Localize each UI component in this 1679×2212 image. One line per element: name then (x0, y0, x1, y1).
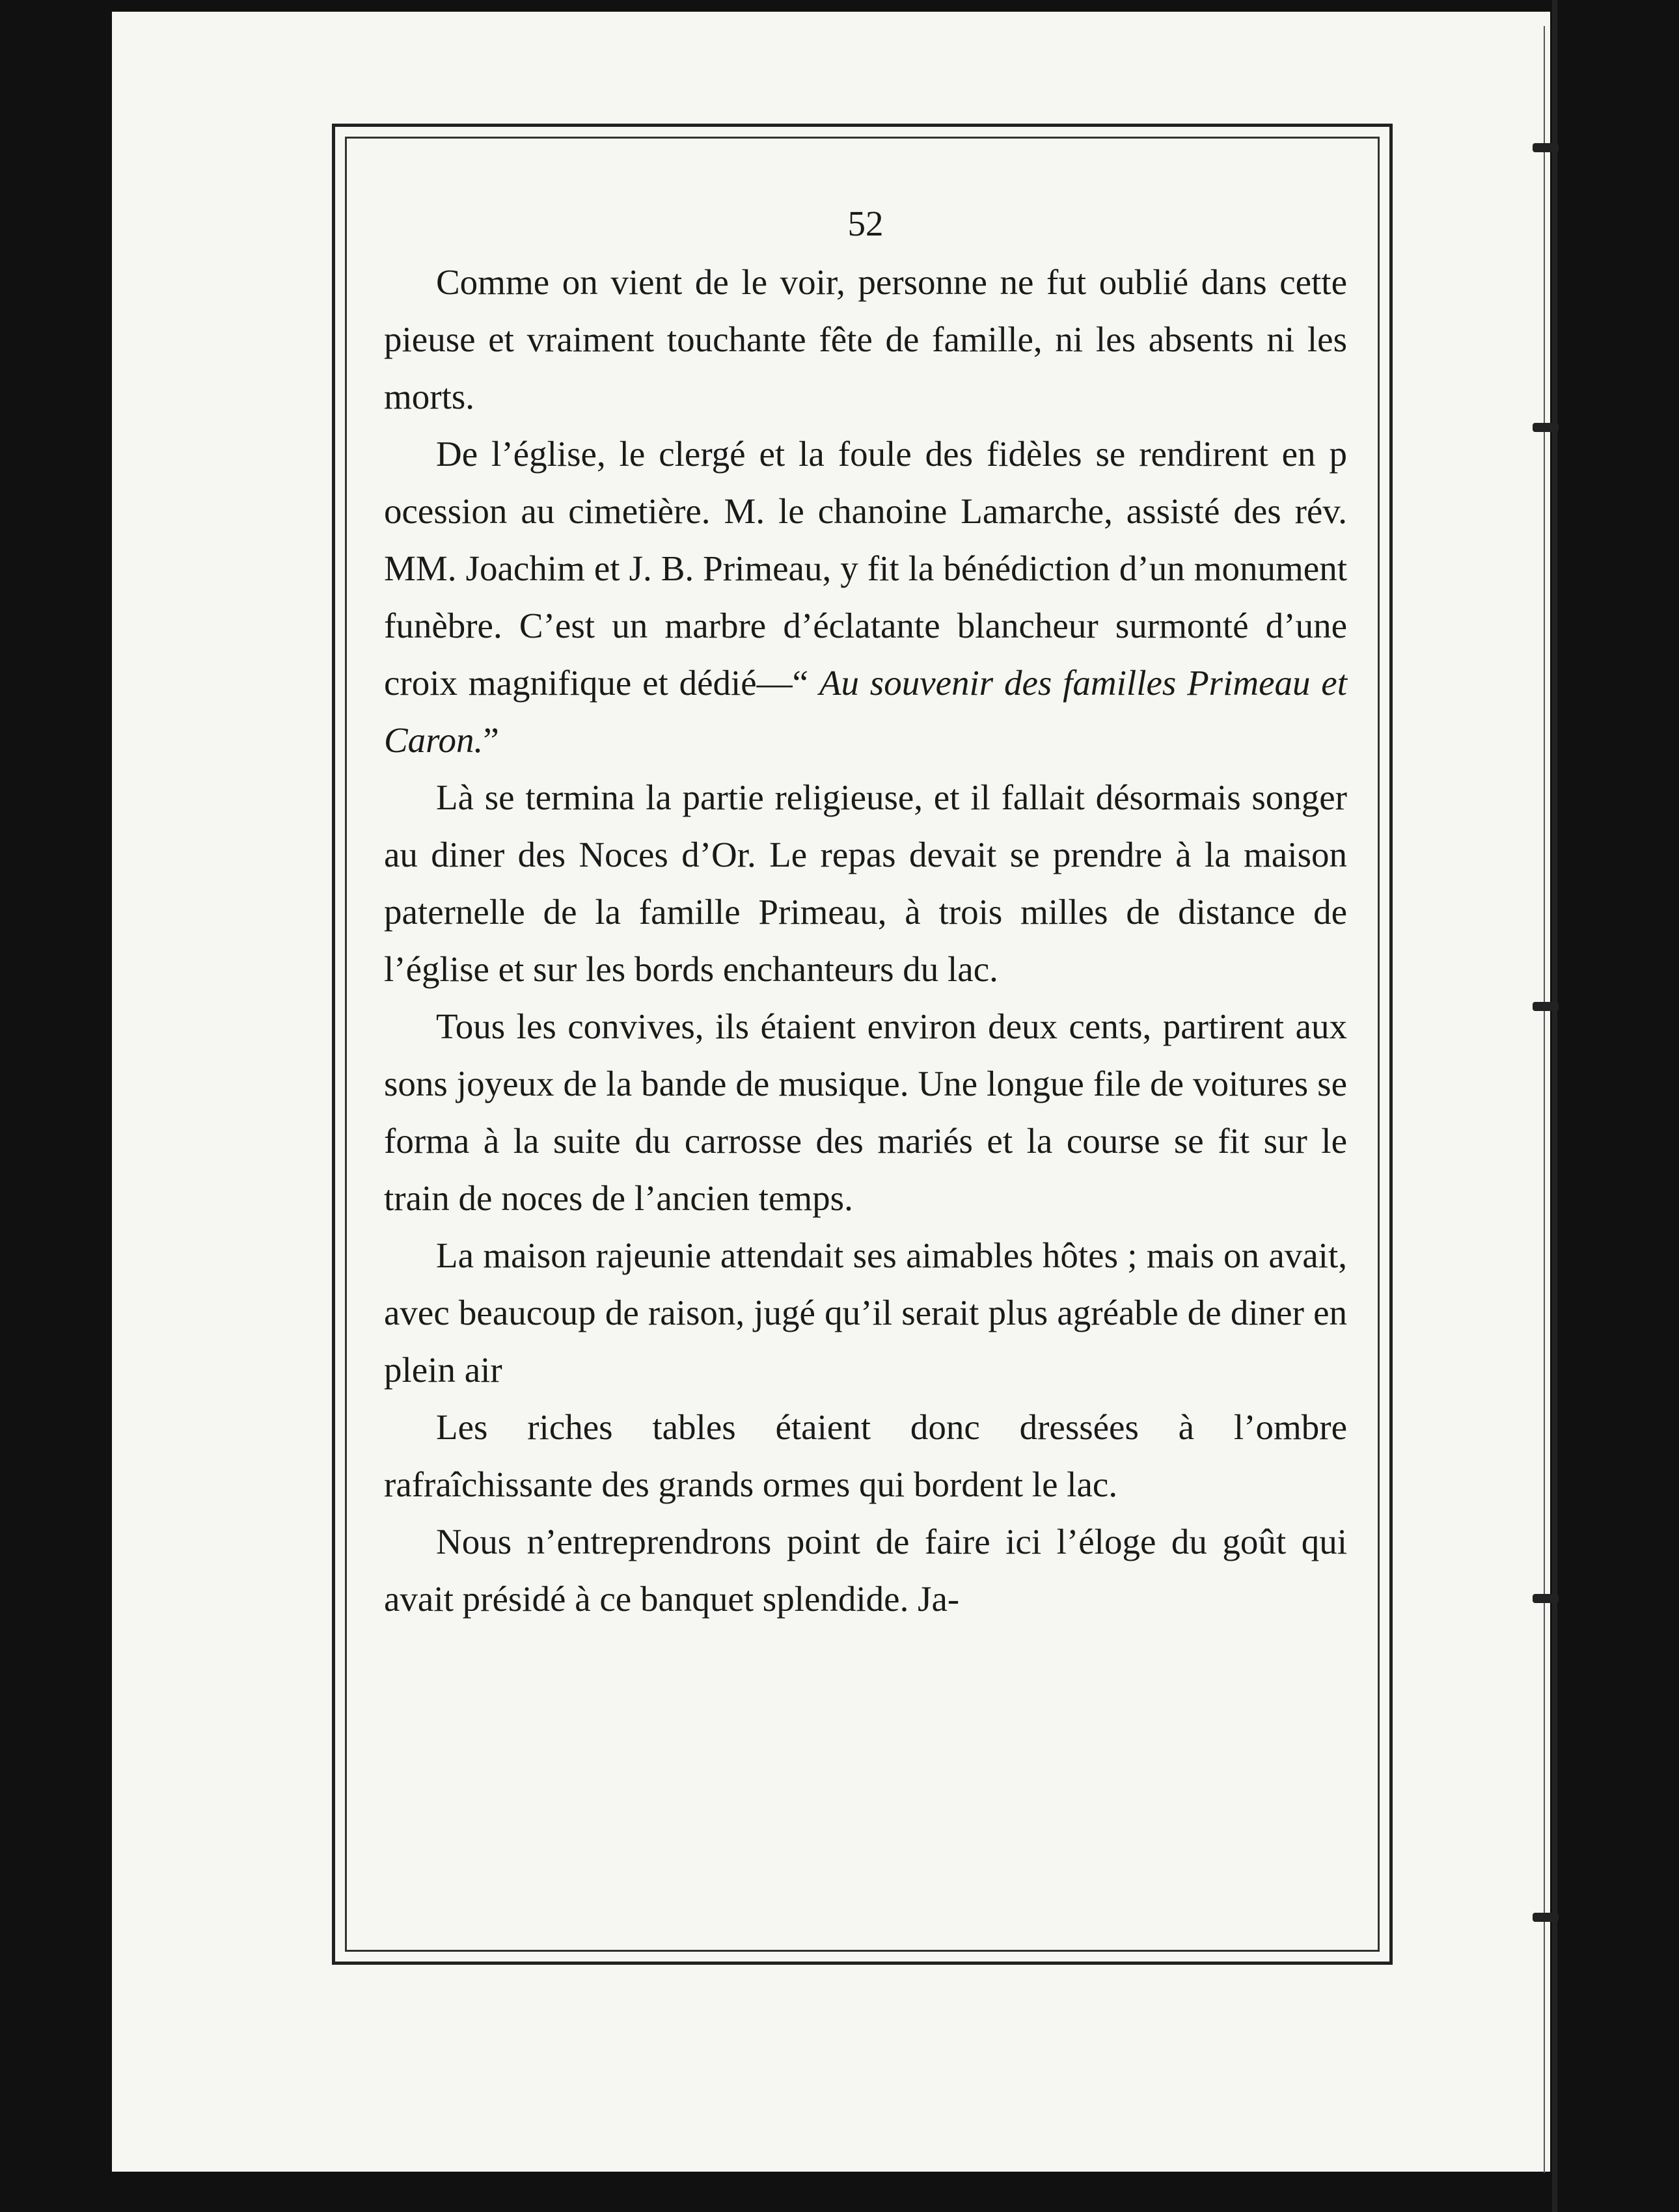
paragraph-1 (384, 254, 1347, 425)
book-binding (1552, 0, 1557, 2212)
paragraph-text: Là se termina la partie religieuse, et il fallait désormais songer au diner des Noces d’Or. Le repas devait se prendre à la maison paternelle de la famille Primeau, à trois milles de distance de l’église et sur les bords enchanteurs du lac. (384, 777, 1347, 989)
binding-stitch (1533, 423, 1559, 432)
paragraph-text: Tous les convives, ils étaient environ deux cents, partirent aux sons joyeux de la bande de musique. Une longue file de voitures se forma à la suite du carrosse des mariés et la course se fit sur le train de noces de l’ancien temps. (384, 1006, 1347, 1218)
page-number: 52 (847, 204, 884, 243)
binding-stitch (1533, 1002, 1559, 1011)
binding-stitch (1533, 1913, 1559, 1922)
paragraph-3 (384, 769, 1347, 998)
binding-edge-line (1544, 26, 1545, 2173)
paragraph-2 (384, 425, 1347, 769)
paragraph-text: De l’église, le clergé et la foule des fidèles se rendirent en p ocession au cimetière. M. le chanoine Lamarche, assisté des rév. MM. Joachim et J. B. Primeau, y fit la bénédiction d’un monument funèbre. C’est un marbre d’éclatante blancheur surmonté d’une croix magnifique et dédié—“ (384, 434, 1347, 703)
paragraph-text: Nous n’entreprendrons point de faire ici l’éloge du goût qui avait présidé à ce banquet splendide. Ja- (384, 1522, 1347, 1619)
closing-quote: ” (483, 720, 499, 760)
binding-stitch (1533, 143, 1559, 152)
italic-dedication: Au souvenir des familles Primeau et Caron. (384, 663, 1347, 760)
paragraph-4 (384, 998, 1347, 1227)
paragraph-6 (384, 1399, 1347, 1513)
paragraph-text: Les riches tables étaient donc dressées à l’ombre rafraîchissante des grands ormes qui bordent le lac. (384, 1407, 1347, 1504)
binding-stitch (1533, 1594, 1559, 1603)
paragraph-7 (384, 1513, 1347, 1628)
paragraph-text: La maison rajeunie attendait ses aimables hôtes ; mais on avait, avec beaucoup de raison, jugé qu’il serait plus agréable de diner en plein air (384, 1235, 1347, 1390)
page-text-block (384, 195, 1347, 1628)
paragraph-5 (384, 1227, 1347, 1399)
paragraph-text: Comme on vient de le voir, personne ne fut oublié dans cette pieuse et vraiment touchante fête de famille, ni les absents ni les morts. (384, 262, 1347, 416)
